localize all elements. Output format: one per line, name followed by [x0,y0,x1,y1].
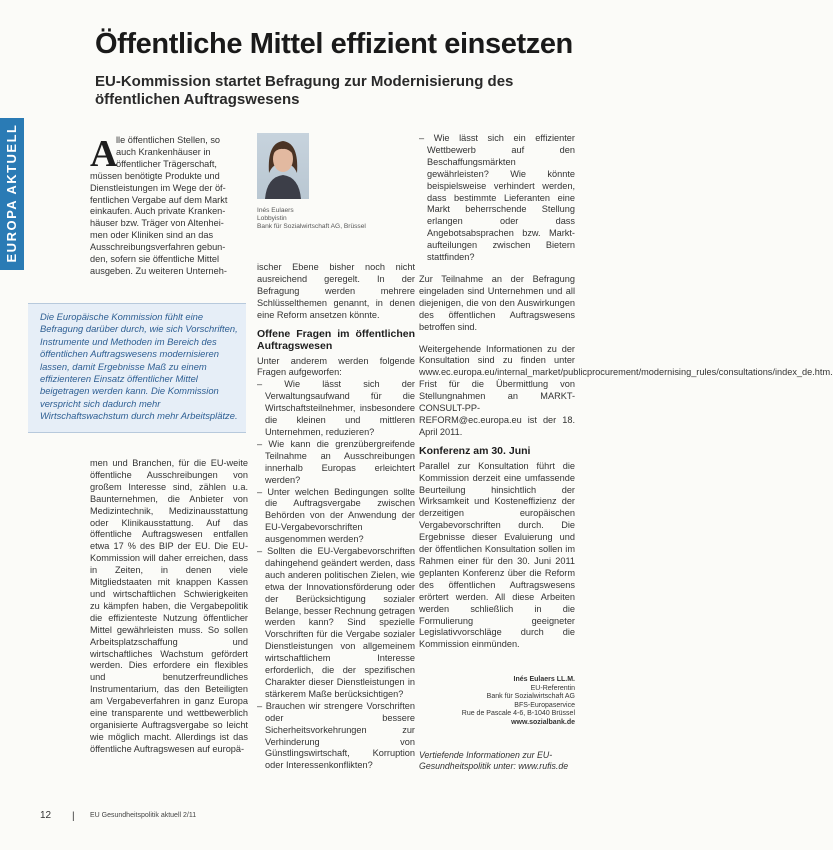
column-1-continued [90,458,248,756]
section-label: EUROPA AKTUELL [4,123,19,263]
bullet-item: – Wie lässt sich ein effizienter Wettbewerb auf den Beschaffungsmärkten gewährleisten? Wie könnte beispielsweise verhindert werden, dass bestimmte Lieferanten eine Markt beherrschende Stellung erlangen oder dass Angebotsabsprachen bzw. Markt-aufteilungen zwischen Bietern stattfinden? [419,133,575,263]
bullet-item: – Sollten die EU-Vergabevorschriften dahingehend geändert werden, dass auch anderen politischen Zielen, wie etwa der Innovationsförderung oder der Berücksichtigung sozialer Belange, besser Rechnung getragen werden kann? Sind spezielle Vorschriften für die Vergabe sozialer Dienstleistungen von allgemeinem wirtschaftlichem Interesse erforderlich, die der spezifischen Charakter dieser Dienstleistungen in stärkerem Maße berücksichtigen? [257,546,415,699]
page-number: 12 [40,810,52,821]
bullet-item: – Wie kann die grenzübergreifende Teilnahme an Ausschreibungen innerhalb Europas erleichtert werden? [257,438,415,485]
intro-line: lle öffentlichen Stellen, so [116,135,221,145]
intro-line: einkaufen. Auch private Kranken- [90,206,226,217]
body-paragraph: men und Branchen, für die EU-weite öffentliche Ausschreibungen von großem Interesse sind, zählen u.a. Baunternehmen, die Anbieter von Medizintechnik, Medizinausstattung oder Klinikausstattung. Auf das öffentliche Auftragswesen entfallen etwa 17 % des BIP der EU. Die EU-Kommission will daher erreichen, dass in Zeiten, in denen viele Mitgliedstaaten mit knappen Kassen und wirtschaftlichen Schwierigkeiten zu kämpfen haben, die Vergabepolitik die effizienteste Nutzung öffentlicher Mittel gewährleisten muss. So sollen Arbeitsplatzschaffung und wirtschaftliches Wachstum gefördert werden. Dies erfordere ein flexibles und benutzerfreundliches Instrumentarium, das den Beteiligten am Vergabeverfahren in ganz Europa eine transparente und wettbewerblich organisierte Auftragsvergabe so leicht wie möglich macht. Allerdings ist das öffentliche Auftragswesen auf europä- [90,458,248,754]
author-signature [419,676,575,728]
footer-separator: | [72,811,75,822]
intro-line: häuser bzw. Träger von Altenhei- [90,218,224,229]
more-info-note: Vertiefende Informationen zur EU-Gesundheitspolitik unter: www.rufis.de [419,750,569,772]
section-heading: Konferenz am 30. Juni [419,444,531,457]
intro-line: müssen benötigte Produkte und [90,170,220,181]
signature-line: BFS-Europaservice [514,701,575,709]
intro-line: ausgeben. Zu weiteren Unterneh- [90,265,227,276]
intro-line: öffentlicher Trägerschaft, [116,158,217,169]
article-subtitle: EU-Kommission startet Befragung zur Modernisierung des öffentlichen Auftragswesens [95,73,514,108]
caption-name: Inés Eulaers [257,207,294,214]
caption-role: Lobbyistin [257,215,287,222]
intro-line: auch Krankenhäuser in [116,146,211,157]
publication-name: EU Gesundheitspolitik aktuell 2/11 [90,812,197,819]
author-photo [257,133,309,199]
signature-line: Bank für Sozialwirtschaft AG [486,693,575,701]
bullet-item: – Brauchen wir strengere Vorschriften oder bessere Sicherheitsvorkehrungen zur Verhinderung von Günstlingswirtschaft, Korruption oder Interessenkonflikten? [257,700,415,771]
intro-line: den, sofern sie öffentliche Mittel [90,254,220,265]
bullet-item: – Unter welchen Bedingungen sollte die Auftragsvergabe zwischen Behörden von der Anwendung der EU-Vergabevorschriften ausgenommen werden? [257,486,415,545]
section-heading: Offene Fragen im öffentlichen Auftragswesen [257,327,415,352]
article-title: Öffentliche Mittel effizient einsetzen [95,28,573,60]
body-paragraph: Weitergehende Informationen zu der Konsultation sind zu finden unter www.ec.europa.eu/internal_market/publicprocurement/modernising_rules/consultations/index_de.htm. Frist für die Übermittlung von Stellungnahmen an MARKT-CONSULT-PP-REFORM@ec.europa.eu ist der 18. April 2011. [419,343,833,437]
intro-line: men oder Kliniken sind an das [90,230,214,241]
signature-name: Inés Eulaers LL.M. [513,676,575,683]
signature-line: EU-Referentin [530,684,575,692]
caption-org: Bank für Sozialwirtschaft AG, Brüssel [257,223,366,230]
bullet-item: – Wie lässt sich der Verwaltungsaufwand für die Wirtschaftsteilnehmer, insbesondere die kleinen und mittleren Unternehmen, reduzieren? [257,379,415,437]
column-2 [257,262,415,772]
body-paragraph: Parallel zur Konsultation führt die Kommission derzeit eine umfassende Beurteilung hinsichtlich der Wirksamkeit und Kosteneffizienz der derzeitigen europäischen Vergabevorschriften durch. Die Ergebnisse dieser Evaluierung und der öffentlichen Konsultation sollen im Rahmen einer für den 30. Juni 2011 geplanten Konferenz über die Reform des öffentlichen Auftragswesens erörtert werden. All diese Arbeiten werden schließlich in die Formulierung geeigneter Legislativvorschläge durch die Kommission einmünden. [419,460,575,650]
signature-line: Rue de Pascale 4-6, B-1040 Brüssel [461,710,575,718]
signature-url: www.sozialbank.de [511,718,575,726]
intro-line: fentlichen Vergabe auf dem Markt [90,194,228,205]
intro-line: Ausschreibungsverfahren gebun- [90,242,226,253]
column-3 [419,133,833,651]
body-paragraph: Zur Teilnahme an der Befragung eingeladen sind Unternehmen und all diejenigen, die von den Auswirkungen des öffentlichen Auftragswesens betroffen sind. [419,273,575,332]
drop-cap: A [90,133,118,175]
intro-line: Dienstleistungen im Wege der öf- [90,182,226,193]
body-paragraph: ischer Ebene bisher noch nicht ausreichend geregelt. In der Befragung werden mehrere Schlüsselthemen genannt, in denen eine Reform ansetzen könnte. [257,262,415,320]
photo-caption [257,207,417,231]
pull-quote: Die Europäische Kommission fühlt eine Befragung darüber durch, wie sich Vorschriften, Instrumente und Methoden im Bereich des öffentlichen Auftragswesens modernisieren lassen, damit Ergebnisse Maß zu einem effizienteren Einsatz öffentlicher Mittel beigetragen werden kann. Die Kommission verspricht sich dadurch mehr Wirtschaftswachstum durch mehr Arbeitsplätze. [40,311,238,422]
body-paragraph: Unter anderem werden folgende Fragen aufgeworfen: [257,355,415,378]
intro-paragraph [90,135,248,278]
